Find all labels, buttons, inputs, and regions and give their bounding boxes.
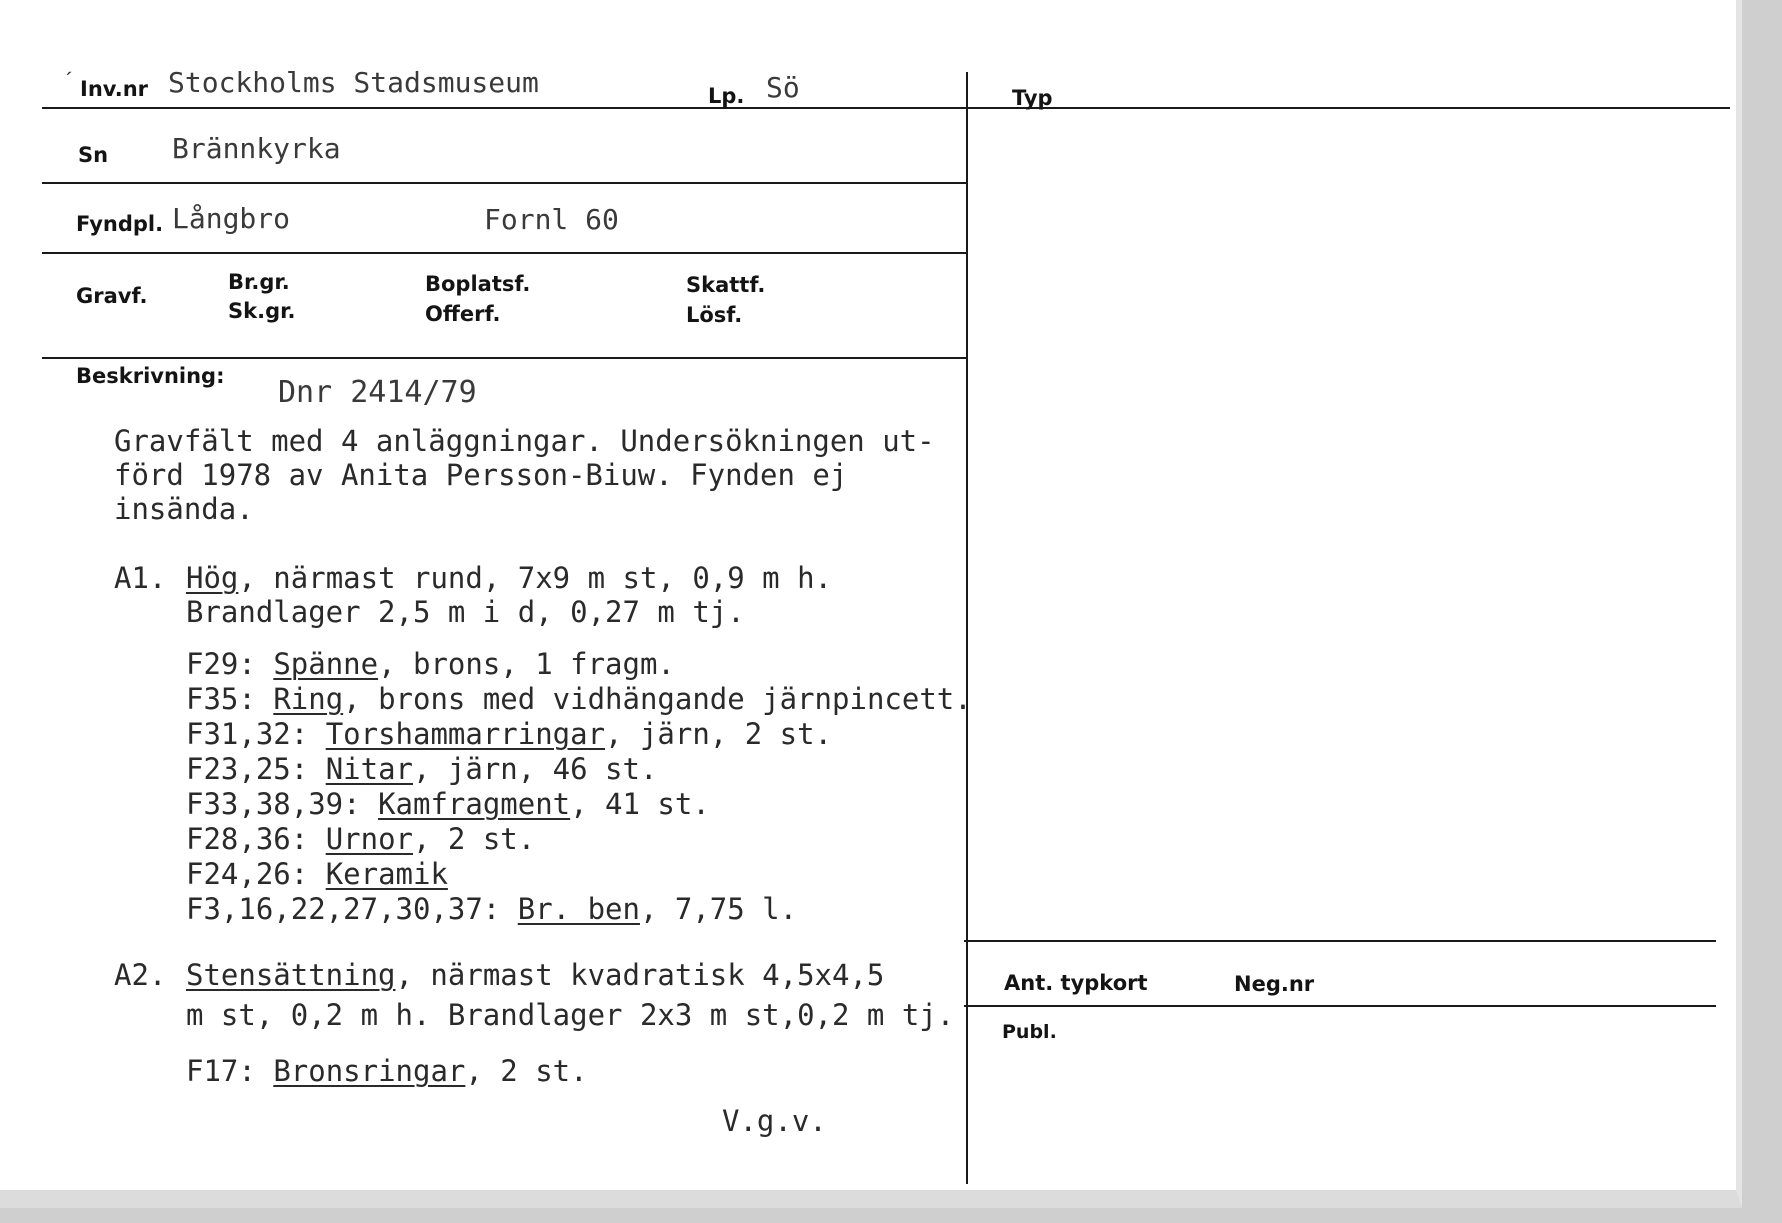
find-name: Keramik xyxy=(325,857,448,891)
a2-number: A2. xyxy=(114,958,167,992)
beskrivning-label: Beskrivning: xyxy=(76,364,225,388)
a2-line-1-rest: , närmast kvadratisk 4,5x4,5 xyxy=(395,958,885,992)
rule-sn xyxy=(42,182,966,184)
fornl-value: Fornl 60 xyxy=(484,203,619,236)
find-id: F24,26: xyxy=(186,857,326,891)
find-detail: , järn, 2 st. xyxy=(605,717,833,751)
find-row xyxy=(186,717,832,751)
find-id: F35: xyxy=(186,682,274,716)
rule-fyndpl xyxy=(42,252,966,254)
find-row xyxy=(186,892,797,926)
publ-label: Publ. xyxy=(1002,1021,1057,1043)
find-row xyxy=(186,682,972,716)
find-detail: , 7,75 l. xyxy=(639,892,798,926)
a1-line-1-rest: , närmast rund, 7x9 m st, 0,9 m h. xyxy=(238,561,833,595)
find-detail: , brons med vidhängande järnpincett. xyxy=(343,682,972,716)
a2-line-1 xyxy=(186,958,884,992)
rule-ant-typkort xyxy=(964,940,1716,942)
find-id: F3,16,22,27,30,37: xyxy=(186,892,518,926)
fyndpl-label: Fyndpl. xyxy=(76,212,164,236)
boplatsf-label: Boplatsf. xyxy=(425,272,531,296)
rule-gravf xyxy=(42,357,966,359)
tick-mark: ´ xyxy=(66,68,74,93)
negnr-label: Neg.nr xyxy=(1234,972,1315,996)
invnr-label: Inv.nr xyxy=(80,77,149,101)
find-detail: , 41 st. xyxy=(570,787,710,821)
find-id: F33,38,39: xyxy=(186,787,379,821)
skgr-label: Sk.gr. xyxy=(228,299,296,323)
a1-line-1 xyxy=(186,561,832,595)
ant-typkort-label: Ant. typkort xyxy=(1004,971,1148,995)
typ-label: Typ xyxy=(1012,86,1053,110)
find-name: Br. ben xyxy=(517,892,640,926)
find-row xyxy=(186,822,535,856)
a2-find-row xyxy=(186,1054,588,1088)
lp-label: Lp. xyxy=(708,84,745,108)
rule-invnr xyxy=(42,107,1730,109)
skattf-label: Skattf. xyxy=(686,273,766,297)
find-name: Ring xyxy=(273,682,344,716)
find-name: Spänne xyxy=(273,647,379,681)
rule-publ xyxy=(964,1005,1716,1007)
brgr-label: Br.gr. xyxy=(228,270,290,294)
fyndpl-value: Långbro xyxy=(172,202,291,235)
a2-type: Stensättning xyxy=(186,958,396,992)
find-id: F17: xyxy=(186,1054,274,1088)
find-row xyxy=(186,752,657,786)
find-detail: , brons, 1 fragm. xyxy=(378,647,675,681)
dnr-value: Dnr 2414/79 xyxy=(278,375,477,410)
find-name: Bronsringar xyxy=(273,1054,466,1088)
find-detail: , 2 st. xyxy=(465,1054,588,1088)
lp-value: Sö xyxy=(766,71,800,104)
a2-line-2: m st, 0,2 m h. Brandlager 2x3 m st,0,2 m tj. xyxy=(186,998,955,1032)
vgv-note: V.g.v. xyxy=(722,1104,827,1138)
find-id: F28,36: xyxy=(186,822,326,856)
find-row xyxy=(186,857,448,891)
a1-number: A1. xyxy=(114,561,167,595)
find-name: Nitar xyxy=(325,752,413,786)
column-divider xyxy=(966,72,968,1184)
sn-label: Sn xyxy=(78,143,109,167)
a1-line-2: Brandlager 2,5 m i d, 0,27 m tj. xyxy=(186,595,745,629)
find-name: Torshammarringar xyxy=(325,717,606,751)
intro-line-2: förd 1978 av Anita Persson-Biuw. Fynden ej xyxy=(114,458,848,492)
find-name: Kamfragment xyxy=(378,787,571,821)
intro-line-1: Gravfält med 4 anläggningar. Undersökningen ut- xyxy=(114,424,935,458)
intro-line-3: insända. xyxy=(114,492,254,526)
sn-value: Brännkyrka xyxy=(172,132,341,165)
find-detail: , järn, 46 st. xyxy=(413,752,658,786)
find-name: Urnor xyxy=(325,822,413,856)
find-detail: , 2 st. xyxy=(413,822,536,856)
find-row xyxy=(186,787,710,821)
losf-label: Lösf. xyxy=(686,303,743,327)
find-id: F29: xyxy=(186,647,274,681)
a1-type: Hög xyxy=(186,561,239,595)
gravf-label: Gravf. xyxy=(76,284,148,308)
offerf-label: Offerf. xyxy=(425,302,501,326)
find-row xyxy=(186,647,675,681)
find-id: F31,32: xyxy=(186,717,326,751)
find-id: F23,25: xyxy=(186,752,326,786)
invnr-value: Stockholms Stadsmuseum xyxy=(168,66,539,99)
